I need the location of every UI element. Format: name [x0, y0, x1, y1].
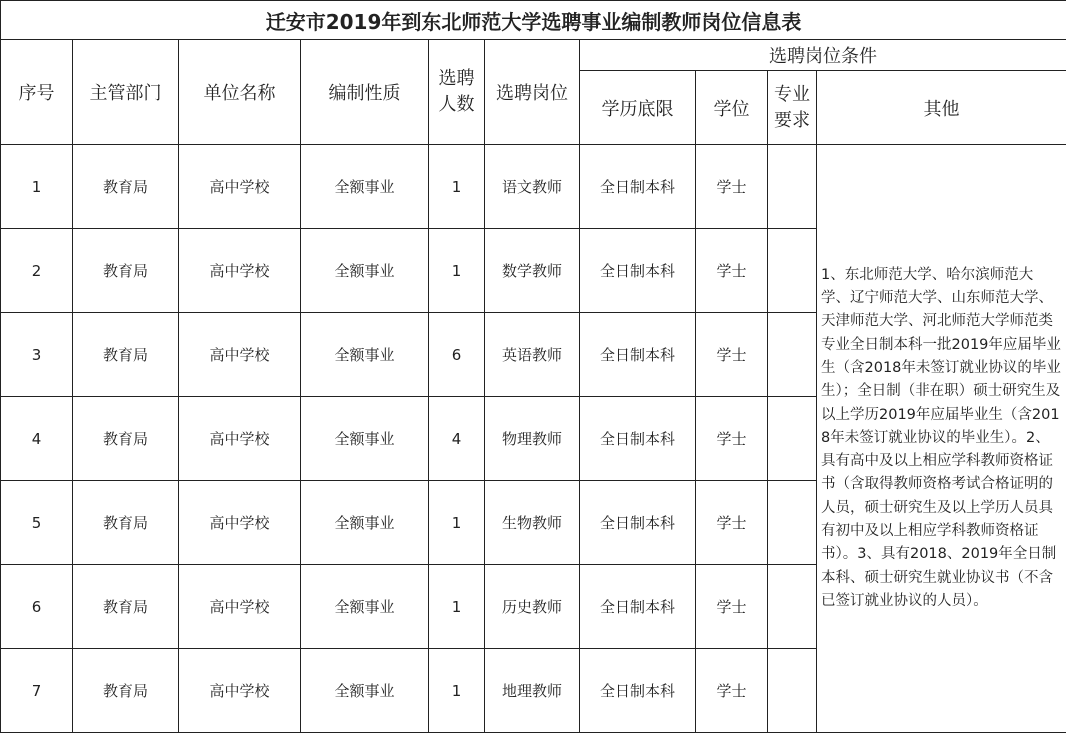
- table-row: [1, 145, 1066, 229]
- cell-dept: 教育局: [73, 313, 179, 397]
- cell-dept: 教育局: [73, 145, 179, 229]
- cell-unit: 高中学校: [179, 229, 301, 313]
- cell-other-requirements: 1、东北师范大学、哈尔滨师范大学、辽宁师范大学、山东师范大学、天津师范大学、河北师范大学师范类专业全日制本科一批2019年应届毕业生（含2018年未签订就业协议的毕业生）；全日制（非在职）硕士研究生及以上学历2019年应届毕业生（含2018年未签订就业协议的毕业生）。2、具有高中及以上相应学科教师资格证书（含取得教师资格考试合格证明的人员，硕士研究生及以上学历人员具有初中及以上相应学科教师资格证书）。3、具有2018、2019年全日制本科、硕士研究生就业协议书（不含已签订就业协议的人员）。: [817, 145, 1066, 733]
- cell-unit: 高中学校: [179, 313, 301, 397]
- cell-dept: 教育局: [73, 565, 179, 649]
- header-count-line2: 人数: [438, 94, 475, 115]
- cell-education: 全日制本科: [580, 397, 696, 481]
- header-conditions: 选聘岗位条件: [580, 40, 1066, 71]
- cell-seq: 1: [1, 145, 73, 229]
- header-dept: 主管部门: [73, 40, 179, 145]
- cell-degree: 学士: [696, 481, 768, 565]
- cell-position: 地理教师: [485, 649, 580, 733]
- cell-dept: 教育局: [73, 481, 179, 565]
- cell-education: 全日制本科: [580, 229, 696, 313]
- cell-degree: 学士: [696, 313, 768, 397]
- cell-dept: 教育局: [73, 649, 179, 733]
- cell-position: 语文教师: [485, 145, 580, 229]
- header-major-line1: 专业: [774, 83, 810, 105]
- cell-count: 1: [429, 649, 485, 733]
- cell-degree: 学士: [696, 145, 768, 229]
- cell-count: 4: [429, 397, 485, 481]
- cell-position: 数学教师: [485, 229, 580, 313]
- cell-count: 6: [429, 313, 485, 397]
- header-degree: 学位: [696, 71, 768, 145]
- cell-position: 生物教师: [485, 481, 580, 565]
- cell-major: [768, 649, 817, 733]
- cell-education: 全日制本科: [580, 481, 696, 565]
- cell-degree: 学士: [696, 397, 768, 481]
- cell-count: 1: [429, 145, 485, 229]
- header-other: 其他: [817, 71, 1066, 145]
- cell-dept: 教育局: [73, 397, 179, 481]
- cell-nature: 全额事业: [301, 229, 429, 313]
- cell-degree: 学士: [696, 229, 768, 313]
- cell-position: 历史教师: [485, 565, 580, 649]
- cell-nature: 全额事业: [301, 313, 429, 397]
- header-major: [768, 71, 817, 145]
- cell-major: [768, 397, 817, 481]
- cell-nature: 全额事业: [301, 397, 429, 481]
- cell-seq: 7: [1, 649, 73, 733]
- cell-major: [768, 481, 817, 565]
- cell-education: 全日制本科: [580, 649, 696, 733]
- table-title: 迁安市2019年到东北师范大学选聘事业编制教师岗位信息表: [1, 1, 1066, 40]
- cell-major: [768, 229, 817, 313]
- cell-education: 全日制本科: [580, 145, 696, 229]
- header-count-line1: 选聘: [438, 68, 475, 89]
- cell-position: 英语教师: [485, 313, 580, 397]
- cell-unit: 高中学校: [179, 397, 301, 481]
- cell-degree: 学士: [696, 565, 768, 649]
- cell-major: [768, 565, 817, 649]
- cell-seq: 2: [1, 229, 73, 313]
- cell-seq: 5: [1, 481, 73, 565]
- cell-seq: 6: [1, 565, 73, 649]
- cell-nature: 全额事业: [301, 481, 429, 565]
- cell-education: 全日制本科: [580, 565, 696, 649]
- cell-nature: 全额事业: [301, 649, 429, 733]
- header-unit: 单位名称: [179, 40, 301, 145]
- header-education: 学历底限: [580, 71, 696, 145]
- cell-unit: 高中学校: [179, 481, 301, 565]
- cell-count: 1: [429, 565, 485, 649]
- cell-seq: 3: [1, 313, 73, 397]
- cell-education: 全日制本科: [580, 313, 696, 397]
- header-seq: 序号: [1, 40, 73, 145]
- cell-unit: 高中学校: [179, 649, 301, 733]
- cell-unit: 高中学校: [179, 145, 301, 229]
- header-position: 选聘岗位: [485, 40, 580, 145]
- header-count: [429, 40, 485, 145]
- cell-major: [768, 313, 817, 397]
- cell-nature: 全额事业: [301, 565, 429, 649]
- cell-degree: 学士: [696, 649, 768, 733]
- cell-count: 1: [429, 481, 485, 565]
- cell-seq: 4: [1, 397, 73, 481]
- cell-count: 1: [429, 229, 485, 313]
- header-nature: 编制性质: [301, 40, 429, 145]
- cell-nature: 全额事业: [301, 145, 429, 229]
- header-major-line2: 要求: [774, 109, 810, 131]
- cell-position: 物理教师: [485, 397, 580, 481]
- cell-major: [768, 145, 817, 229]
- cell-dept: 教育局: [73, 229, 179, 313]
- cell-unit: 高中学校: [179, 565, 301, 649]
